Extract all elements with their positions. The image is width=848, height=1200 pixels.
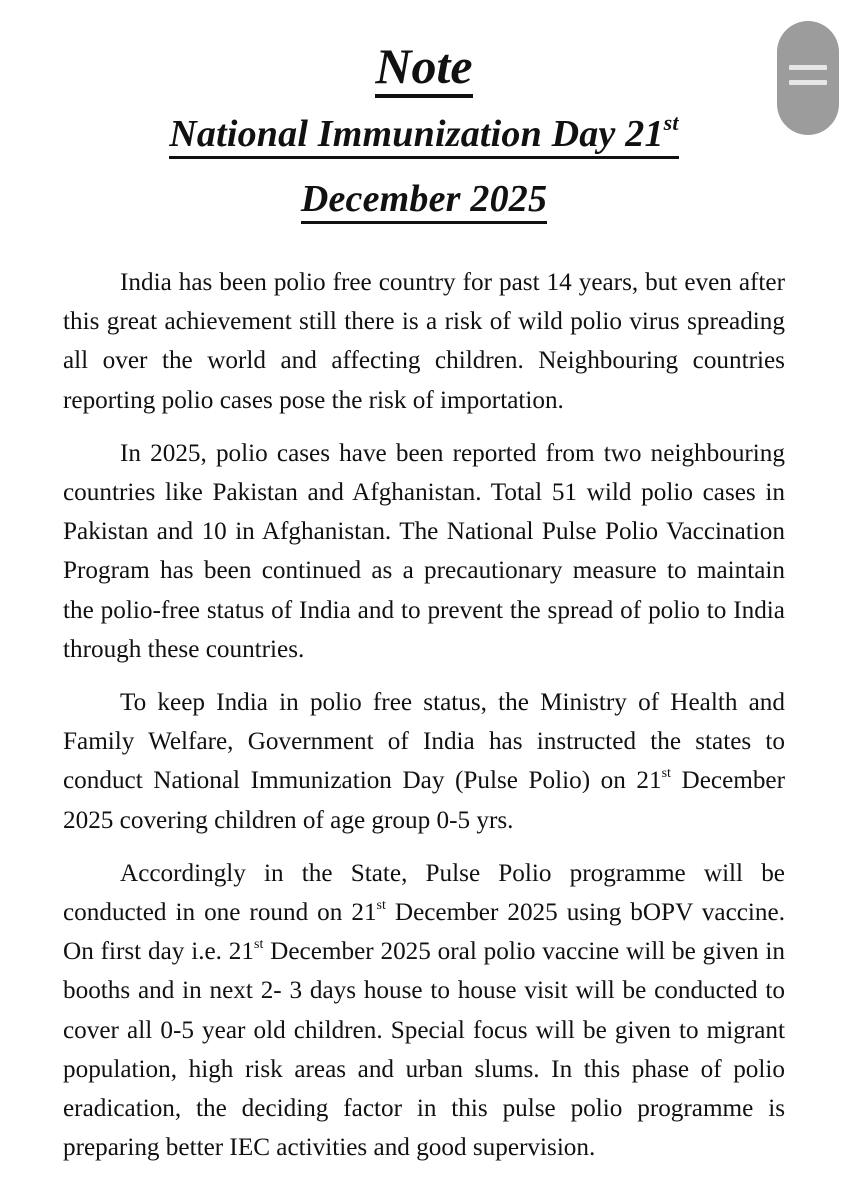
paragraph-text: December 2025 using bOPV vaccine. On first day i.e. 21 [63,899,785,966]
paragraph-text: Accordingly in the State, Pulse Polio programme will be conducted in one round on 21 [63,859,785,927]
subtitle-line1-text: National Immunization Day 21 [169,113,664,155]
subtitle-line1-superscript: st [663,110,679,135]
document-body [63,263,785,1181]
ordinal-superscript: st [254,937,264,953]
paragraph-polio-free: India has been polio free country for past 14 years, but even after this great achievement still there is a risk of wild polio virus spreading all over the world and affecting children. Neighbouring countries reporting polio cases pose the risk of importation. [63,269,785,414]
paragraph-state-programme [63,854,785,1168]
ordinal-superscript: st [661,766,671,782]
document-subtitle-line2: December 2025 [301,177,547,224]
document-header [0,38,848,224]
document-subtitle-line1 [169,112,679,159]
paragraph-text: To keep India in polio free status, the Ministry of Health and Family Welfare, Government of India has instructed the states to conduct National Immunization Day (Pulse Polio) on 21 [63,689,785,795]
paragraph-2025-cases: In 2025, polio cases have been reported from two neighbouring countries like Pakistan and Afghanistan. Total 51 wild polio cases in Pakistan and 10 in Afghanistan. The National Pulse Polio Vaccination Program has been continued as a precautionary measure to maintain the polio-free status of India and to prevent the spread of polio to India through these countries. [63,439,785,663]
paragraph-text: December 2025 covering children of age group 0-5 yrs. [63,767,785,834]
hamburger-icon [789,65,827,70]
paragraph-text: December 2025 oral polio vaccine will be given in booths and in next 2- 3 days house to house visit will be conducted to cover all 0-5 year old children. Special focus will be given to migrant population, high risk areas and urban slums. In this phase of polio eradication, the deciding factor in this pulse polio programme is preparing better IEC activities and good supervision. [63,938,785,1162]
paragraph-ministry-instruction [63,683,785,840]
hamburger-icon-bar [789,80,827,85]
ordinal-superscript: st [376,898,386,914]
document-title: Note [375,38,472,98]
menu-handle-button[interactable] [777,21,839,135]
